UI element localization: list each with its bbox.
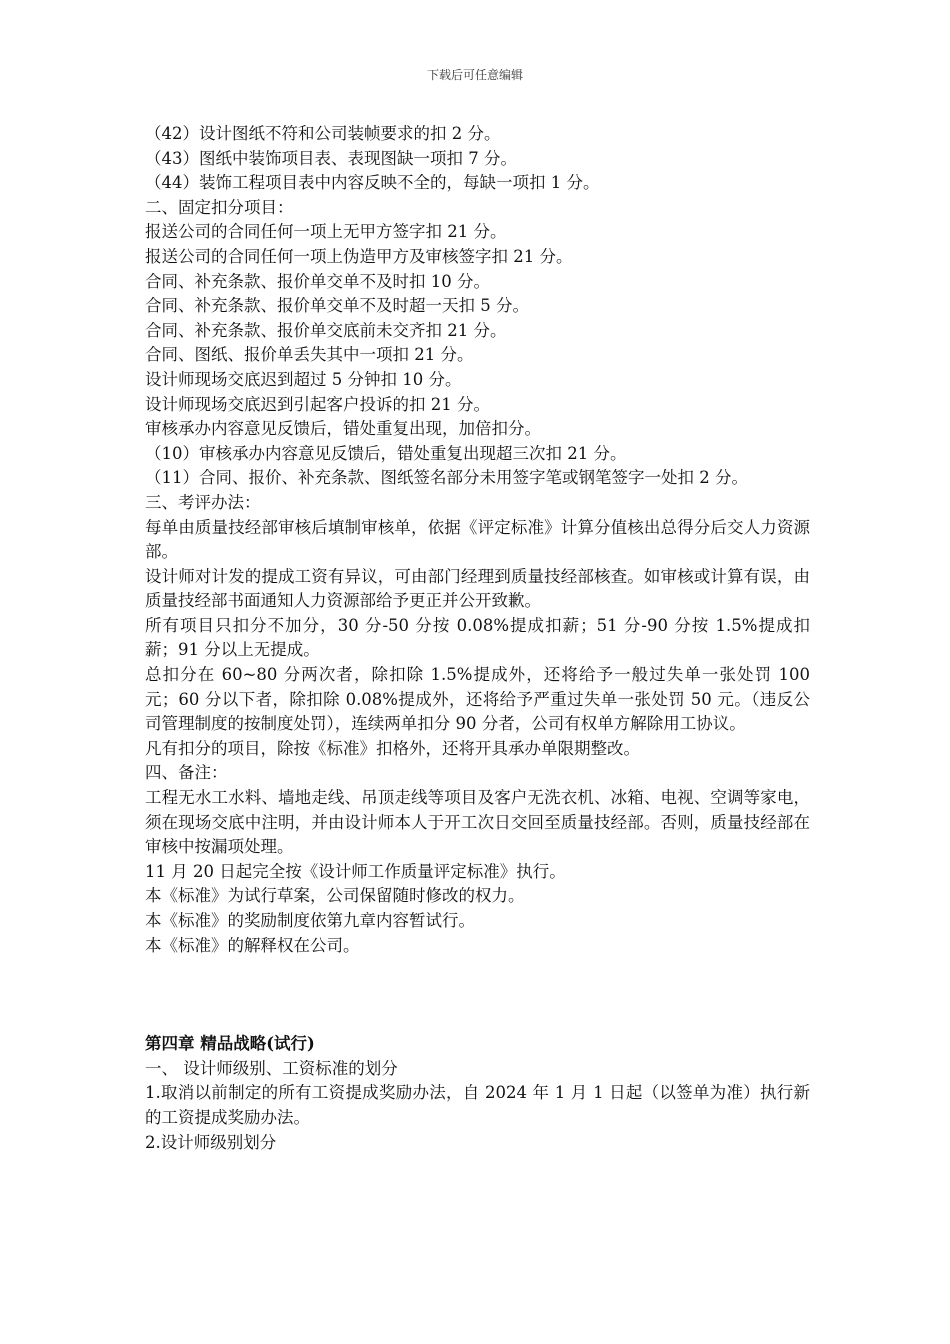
paragraph: 总扣分在 60~80 分两次者，除扣除 1.5%提成外，还将给予一般过失单一张处罚 100 元；60 分以下者，除扣除 0.08%提成外，还将给予严重过失单一张处罚 50 元。（违反公司管理制度的按制度处罚），连续两单扣分 90 分者，公司有权单方解除用工协议。 xyxy=(145,665,810,734)
paragraph: 报送公司的合同任何一项上伪造甲方及审核签字扣 21 分。 xyxy=(145,246,573,266)
paragraph: 本《标准》的解释权在公司。 xyxy=(145,935,360,955)
document-body xyxy=(145,122,810,1155)
section-heading: 四、备注： xyxy=(145,763,228,783)
chapter-title: 第四章 精品战略(试行) xyxy=(145,1034,315,1054)
paragraph: 2.设计师级别划分 xyxy=(145,1132,277,1152)
paragraph: 审核承办内容意见反馈后，错处重复出现，加倍扣分。 xyxy=(145,419,541,439)
paragraph: 本《标准》为试行草案，公司保留随时修改的权力。 xyxy=(145,886,525,906)
paragraph: 设计师现场交底迟到超过 5 分钟扣 10 分。 xyxy=(145,369,462,389)
paragraph: 1.取消以前制定的所有工资提成奖励办法，自 2024 年 1 月 1 日起（以签单为准）执行新的工资提成奖励办法。 xyxy=(145,1083,810,1127)
paragraph: 工程无水工水料、墙地走线、吊顶走线等项目及客户无洗衣机、冰箱、电视、空调等家电，须在现场交底中注明，并由设计师本人于开工次日交回至质量技经部。否则，质量技经部在审核中按漏项处理。 xyxy=(145,788,810,857)
paragraph: 凡有扣分的项目，除按《标准》扣格外，还将开具承办单限期整改。 xyxy=(145,738,640,758)
paragraph: 11 月 20 日起完全按《设计师工作质量评定标准》执行。 xyxy=(145,861,566,881)
section-heading: 二、固定扣分项目： xyxy=(145,197,294,217)
paragraph: 合同、补充条款、报价单交底前未交齐扣 21 分。 xyxy=(145,320,507,340)
paragraph: 报送公司的合同任何一项上无甲方签字扣 21 分。 xyxy=(145,222,507,242)
paragraph: （43）图纸中装饰项目表、表现图缺一项扣 7 分。 xyxy=(145,148,517,168)
paragraph: （10）审核承办内容意见反馈后，错处重复出现超三次扣 21 分。 xyxy=(145,443,627,463)
page-header: 下载后可任意编辑 xyxy=(426,68,523,82)
paragraph: 合同、补充条款、报价单交单不及时扣 10 分。 xyxy=(145,271,490,291)
paragraph: 合同、图纸、报价单丢失其中一项扣 21 分。 xyxy=(145,345,474,365)
section-heading: 一、 设计师级别、工资标准的划分 xyxy=(145,1058,398,1078)
paragraph: （44）装饰工程项目表中内容反映不全的，每缺一项扣 1 分。 xyxy=(145,173,600,193)
paragraph: 本《标准》的奖励制度依第九章内容暂试行。 xyxy=(145,911,475,930)
blank-space xyxy=(145,958,810,1032)
paragraph: 每单由质量技经部审核后填制审核单，依据《评定标准》计算分值核出总得分后交人力资源部。 xyxy=(145,517,810,562)
paragraph: （11）合同、报价、补充条款、图纸签名部分未用签字笔或钢笔签字一处扣 2 分。 xyxy=(145,468,748,488)
paragraph: 合同、补充条款、报价单交单不及时超一天扣 5 分。 xyxy=(145,296,529,316)
paragraph: 设计师现场交底迟到引起客户投诉的扣 21 分。 xyxy=(145,394,490,414)
paragraph: 所有项目只扣分不加分，30 分-50 分按 0.08%提成扣薪；51 分-90 分按 1.5%提成扣薪；91 分以上无提成。 xyxy=(145,615,810,660)
paragraph: （42）设计图纸不符和公司装帧要求的扣 2 分。 xyxy=(145,124,501,143)
paragraph: 设计师对计发的提成工资有异议，可由部门经理到质量技经部核查。如审核或计算有误，由质量技经部书面通知人力资源部给予更正并公开致歉。 xyxy=(145,566,810,611)
section-heading: 三、考评办法： xyxy=(145,492,261,512)
